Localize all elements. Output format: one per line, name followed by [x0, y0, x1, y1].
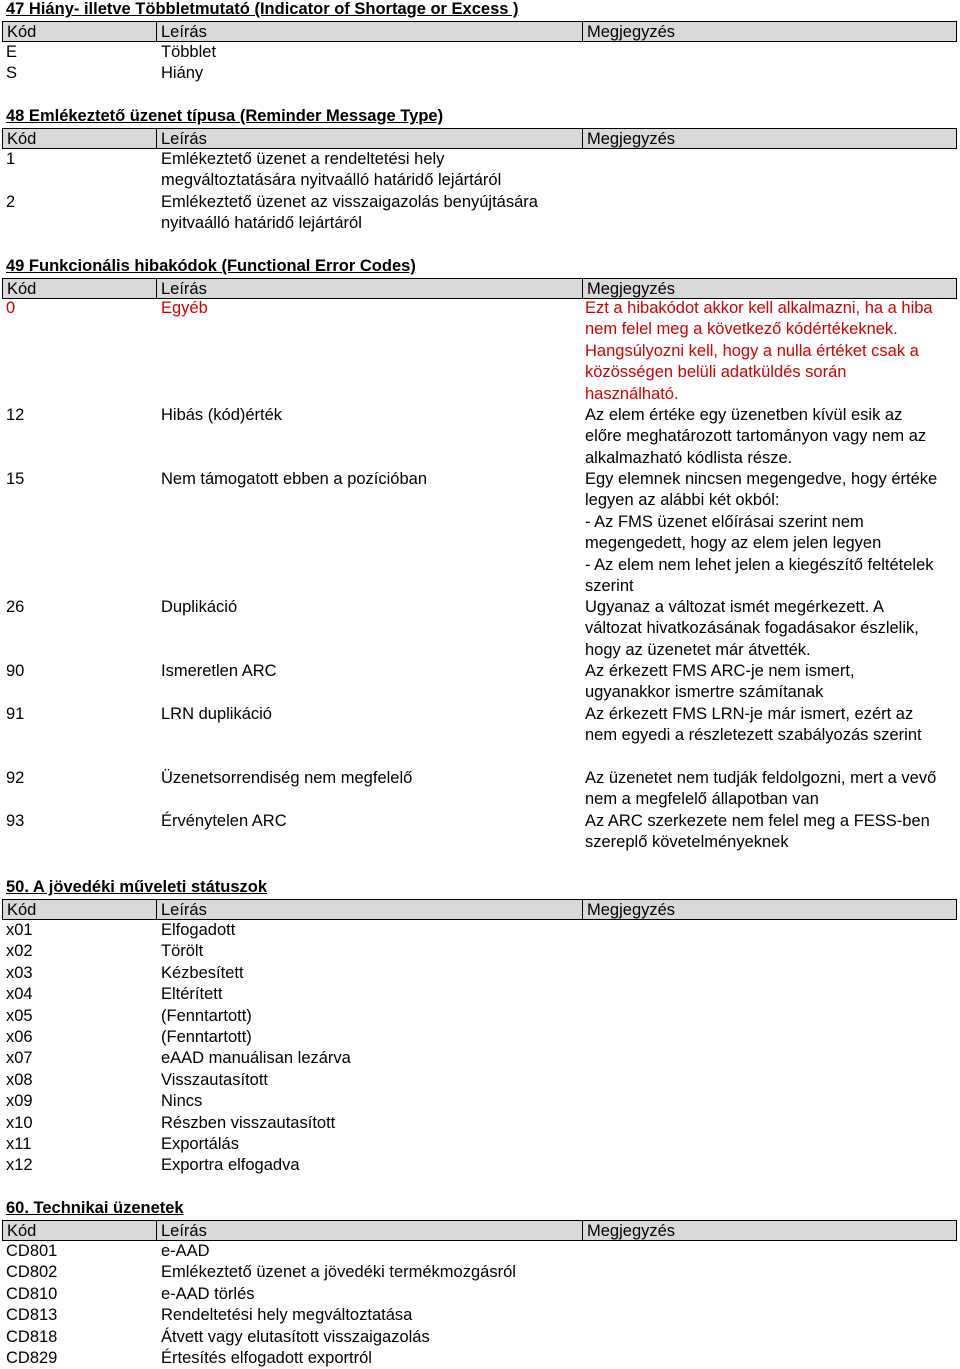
row-code: 90	[6, 662, 25, 680]
row-description	[155, 192, 579, 235]
row-code: x05	[6, 1006, 33, 1025]
table-row	[0, 768, 960, 811]
table-row	[0, 1262, 960, 1283]
table-header	[2, 1220, 957, 1241]
row-code: x09	[6, 1092, 33, 1111]
table-row	[0, 1134, 960, 1155]
table-row	[0, 704, 960, 747]
row-note	[579, 941, 960, 962]
row-description: Exportra elfogadva	[161, 1156, 300, 1175]
row-description: LRN duplikáció	[161, 705, 272, 723]
table-row	[0, 963, 960, 984]
row-code: CD810	[6, 1284, 58, 1303]
section-47	[0, 0, 960, 85]
row-note	[579, 768, 960, 811]
row-description: Többlet	[161, 43, 217, 61]
table-header	[2, 128, 957, 149]
table-row	[0, 42, 960, 63]
row-description: Ismeretlen ARC	[161, 662, 277, 680]
row-note	[579, 1048, 960, 1069]
row-code: x01	[6, 921, 33, 939]
row-note	[579, 1305, 960, 1326]
description-line: Emlékeztető üzenet az visszaigazolás benyújtására	[161, 192, 538, 211]
row-description: Üzenetsorrendiség nem megfelelő	[161, 769, 413, 787]
table-row	[0, 1348, 960, 1369]
row-code: x12	[6, 1156, 33, 1175]
table-row	[0, 1305, 960, 1326]
row-note	[579, 661, 960, 704]
section-title: 50. A jövedéki műveleti státuszok	[6, 878, 268, 896]
row-note	[579, 1327, 960, 1348]
note-line: hogy az üzenetet már átvették.	[585, 640, 811, 659]
row-note	[579, 1155, 960, 1176]
row-code: x03	[6, 963, 33, 982]
note-line: közösségen belüli adatküldés során	[585, 363, 847, 382]
row-description: Hiány	[161, 64, 204, 83]
row-code: 26	[6, 598, 25, 616]
row-note	[579, 1284, 960, 1305]
row-code: CD829	[6, 1349, 58, 1368]
note-line: alkalmazható kódlista része.	[585, 448, 793, 467]
header-description: Leírás	[156, 129, 582, 148]
row-note	[579, 984, 960, 1005]
row-code: x10	[6, 1113, 33, 1132]
section-48	[0, 107, 960, 235]
row-description: Elfogadott	[161, 921, 236, 939]
note-line: előre meghatározott tartományon vagy nem az	[585, 427, 927, 446]
row-code: 91	[6, 705, 25, 723]
row-code: CD802	[6, 1263, 58, 1282]
row-description: Érvénytelen ARC	[161, 812, 287, 830]
note-line: Ezt a hibakódot akkor kell alkalmazni, ha a hiba	[585, 299, 933, 317]
row-description: Kézbesített	[161, 963, 244, 982]
table-row	[0, 1048, 960, 1069]
row-note	[579, 469, 960, 597]
row-note	[579, 1262, 960, 1283]
row-note	[579, 298, 960, 405]
table-row	[0, 1241, 960, 1262]
row-code: x04	[6, 985, 33, 1004]
header-description: Leírás	[156, 279, 582, 298]
section-title: 48 Emlékeztető üzenet típusa (Reminder Message Type)	[6, 107, 444, 125]
note-line: szereplő követelményeknek	[585, 833, 789, 852]
header-note: Megjegyzés	[582, 22, 956, 41]
row-description: Duplikáció	[161, 598, 238, 616]
section-title: 60. Technikai üzenetek	[6, 1199, 184, 1217]
row-note	[579, 920, 960, 941]
row-code: 92	[6, 769, 25, 787]
row-code: x02	[6, 942, 33, 961]
note-line: legyen az alábbi két okból:	[585, 491, 780, 510]
row-note	[579, 963, 960, 984]
header-code: Kód	[7, 901, 37, 919]
row-description: Nem támogatott ebben a pozícióban	[161, 470, 428, 488]
table-row	[0, 149, 960, 192]
row-description: Törölt	[161, 942, 204, 961]
note-line: nem felel meg a következő kódértékeknek.	[585, 320, 898, 339]
row-note	[579, 1091, 960, 1112]
row-description: Visszautasított	[161, 1070, 269, 1089]
description-line: megváltoztatására nyitvaálló határidő lejártáról	[161, 171, 502, 190]
row-code: x11	[6, 1135, 32, 1154]
table-row	[0, 661, 960, 704]
row-description: (Fenntartott)	[161, 1028, 252, 1047]
row-code: CD818	[6, 1327, 58, 1346]
row-description: Rendeltetési hely megváltoztatása	[161, 1306, 413, 1325]
row-note	[579, 597, 960, 661]
header-description: Leírás	[156, 900, 582, 919]
row-description: Részben visszautasított	[161, 1113, 336, 1132]
note-line: nem a megfelelő állapotban van	[585, 790, 819, 809]
row-code: CD813	[6, 1306, 58, 1325]
row-description: Értesítés elfogadott exportról	[161, 1349, 372, 1368]
table-row	[0, 984, 960, 1005]
header-note: Megjegyzés	[582, 900, 956, 919]
table-row	[0, 298, 960, 405]
row-code: 0	[6, 299, 16, 317]
section-title: 47 Hiány- illetve Többletmutató (Indicator of Shortage or Excess )	[6, 0, 519, 18]
row-note	[579, 63, 960, 84]
table-row	[0, 1070, 960, 1091]
section-49	[0, 257, 960, 299]
row-code: E	[6, 43, 18, 61]
row-note	[579, 149, 960, 192]
row-code: x07	[6, 1049, 33, 1068]
row-note	[579, 192, 960, 235]
table-row	[0, 1155, 960, 1176]
table-row	[0, 1284, 960, 1305]
section-50	[0, 878, 960, 1177]
row-note	[579, 1070, 960, 1091]
header-description: Leírás	[156, 1221, 582, 1240]
note-line: Az elem értéke egy üzenetben kívül esik az	[585, 406, 903, 424]
header-code: Kód	[7, 1222, 37, 1240]
note-line: Egy elemnek nincsen megengedve, hogy értéke	[585, 470, 938, 488]
header-note: Megjegyzés	[582, 279, 956, 298]
row-code: 1	[6, 150, 16, 168]
note-line: - Az FMS üzenet előírásai szerint nem	[585, 512, 864, 531]
table-row	[0, 469, 960, 597]
row-note	[579, 1348, 960, 1369]
row-description: Emlékeztető üzenet a jövedéki termékmozgásról	[161, 1263, 516, 1282]
table-row	[0, 1006, 960, 1027]
note-line: Az ARC szerkezete nem felel meg a FESS-ben	[585, 812, 930, 830]
note-line: Hangsúlyozni kell, hogy a nulla értéket csak a	[585, 341, 919, 360]
table-row	[0, 920, 960, 941]
table-row	[0, 1113, 960, 1134]
row-description: (Fenntartott)	[161, 1006, 252, 1025]
row-note	[579, 42, 960, 63]
table-row	[0, 405, 960, 469]
note-line: Az üzenetet nem tudják feldolgozni, mert a vevő	[585, 769, 937, 787]
row-description: e-AAD	[161, 1242, 210, 1260]
row-description: e-AAD törlés	[161, 1284, 255, 1303]
row-description: Nincs	[161, 1092, 203, 1111]
row-code: 15	[6, 470, 25, 488]
row-note	[579, 811, 960, 854]
row-note	[579, 704, 960, 747]
row-description: Eltérített	[161, 985, 223, 1004]
row-note	[579, 1027, 960, 1048]
note-line: használható.	[585, 384, 679, 403]
header-note: Megjegyzés	[582, 129, 956, 148]
row-note	[579, 405, 960, 469]
note-line: nem egyedi a részletezett szabályozás szerint	[585, 726, 922, 745]
header-description: Leírás	[156, 22, 582, 41]
description-line: Emlékeztető üzenet a rendeltetési hely	[161, 150, 445, 168]
table-row	[0, 811, 960, 854]
header-note: Megjegyzés	[582, 1221, 956, 1240]
note-line: Az érkezett FMS ARC-je nem ismert,	[585, 662, 855, 680]
table-header	[2, 278, 957, 299]
header-code: Kód	[7, 23, 37, 41]
table-row	[0, 63, 960, 84]
table-row	[0, 1027, 960, 1048]
row-description: Átvett vagy elutasított visszaigazolás	[161, 1327, 430, 1346]
row-note	[579, 1006, 960, 1027]
row-description: Exportálás	[161, 1135, 239, 1154]
note-line: Ugyanaz a változat ismét megérkezett. A	[585, 598, 884, 616]
row-note	[579, 1113, 960, 1134]
table-header	[2, 899, 957, 920]
row-code: x06	[6, 1028, 33, 1047]
row-description: Hibás (kód)érték	[161, 406, 283, 424]
row-code: 2	[6, 192, 16, 211]
row-code: CD801	[6, 1242, 58, 1260]
row-code: 12	[6, 406, 25, 424]
table-row	[0, 1327, 960, 1348]
section-title: 49 Funkcionális hibakódok (Functional Error Codes)	[6, 257, 416, 275]
row-code: x08	[6, 1070, 33, 1089]
description-line: nyitvaálló határidő lejártáról	[161, 214, 362, 233]
row-description: eAAD manuálisan lezárva	[161, 1049, 351, 1068]
row-note	[579, 1134, 960, 1155]
row-description: Egyéb	[161, 299, 208, 317]
header-code: Kód	[7, 280, 37, 298]
note-line: megengedett, hogy az elem jelen legyen	[585, 534, 882, 553]
row-description	[155, 149, 579, 192]
table-row	[0, 597, 960, 661]
row-code: S	[6, 64, 18, 83]
table-header	[2, 21, 957, 42]
row-code: 93	[6, 812, 25, 830]
row-note	[579, 1241, 960, 1262]
header-code: Kód	[7, 130, 37, 148]
table-row	[0, 941, 960, 962]
section-60	[0, 1199, 960, 1369]
table-row	[0, 1091, 960, 1112]
note-line: Az érkezett FMS LRN-je már ismert, ezért az	[585, 705, 914, 723]
note-line: ugyanakkor ismertre számítanak	[585, 683, 824, 702]
note-line: változat hivatkozásának fogadásakor észlelik,	[585, 619, 919, 638]
note-line: szerint	[585, 577, 634, 596]
note-line: - Az elem nem lehet jelen a kiegészítő feltételek	[585, 555, 934, 574]
table-row	[0, 192, 960, 235]
